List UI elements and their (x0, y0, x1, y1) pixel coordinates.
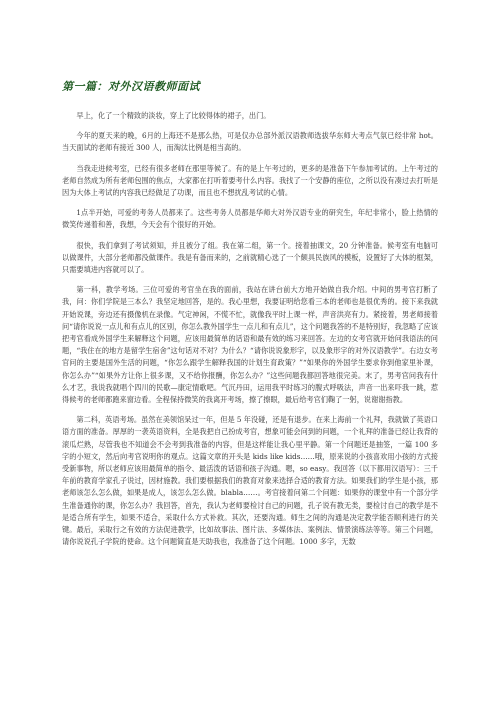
document-title: 第一篇：对外汉语教师面试 (62, 80, 200, 93)
paragraph-6: 第一科，教学考场。三位可爱的考官坐在我的面前，我站在讲台前大方地开始做自我介绍。中间的男考官打断了我，问：你们学院是三本么？我坚定地回答，是的。我心里想，我要证明给您看三本的老师也是很优秀的。接下来我就开始说课，旁边还有摄像机在录像。气定神闲，不慌不忙，就像我平时上课一样，声音洪亮有力。紧接着，男老师接着问“请你说说一点儿和有点儿的区别，你怎么教外国学生一点儿和有点儿”，这个问题我答的不是特别好，我忽略了应该把考官看成外国学生来解释这个问题，应该用最简单的话语和最有效的练习来回答。左边的女考官就开始问我语法的问题，“我住在的地方是留学生宿舍”这句话对不对？为什么？“请你说说象形字，以及象形字的对外汉语教学”。右边女考官问的主要是国外生活的问题，“你怎么跟学生解释我国的计划生育政策？”“如果你的外国学生要求你到他家里补课，你怎么办”“如果外方让你上很多课，又不给你报酬，你怎么办？”这些问题我都回答地很完美。末了，男考官问我有什么才艺，我说我就唱个四川的民歌—康定情歌吧。气沉丹田，运用我平时练习的腹式呼吸法，声音一出来吓我一跳，惹得候考的老师都跑来窗边看。全程保持微笑的我离开考场，擦了擦眼，最后给考官们鞠了一躬，说谢谢指教。 (62, 285, 438, 405)
document-body (62, 110, 438, 557)
paragraph-5: 很快，我们拿到了考试须知，并且被分了组。我在第二组，第一个。接着抽课文，20 分钟准备。候考室有电脑可以做课件，大部分老师都没做课件。我是有备而来的，之前就精心选了一个颇具民族风的模板，设置好了大体的框架，只需要填进内容就可以了。 (62, 240, 438, 275)
paragraph-7: 第二科，英语考场。虽然在美领馆呆过一年，但是 5 年没碰，还是有退步。在来上海前一个礼拜，我就做了英语口语方面的准备。厚厚的一袭英语资料，全是我把自己扮成考官，想象可能会问到的问题，一个礼拜的准备已经让我背的滚瓜烂熟，尽管我也不知道会不会考到我准备的内容，但是这样能让我心里平静。第一个问题还是抽签，一篇 100 多字的小短文，然后向考官说明你的观点。这篇文章的开头是 kids like kids……哦，原来说的小孩喜欢用小孩的方式接受新事物，所以老师应该用最简单的指令、最活泼的话语和孩子沟通。嗯，so easy。我回答（以下都用汉语写）：三千年前的教育学家孔子说过，因材施教。我们要根据我们的教育对象来选择合适的教育方法。如果我们的学生是小孩，那老师该怎么怎么做，如果是成人，该怎么怎么做。blabla……。考官接着问第二个问题：如果你的课堂中有一个部分学生准备通你的课，你怎么办？我回答，首先，我认为老师要检讨自己的问题，孔子说有教无类，要检讨自己的教学是不是适合所有学生，如果不适合，采取什么方式补救。其次，还要沟通。师生之间的沟通是决定教学能否顺利进行的关键。最后，采取行之有效的方法促进教学，比如故事法、图片法、多媒体法、案例法、情景演练法等等。第三个问题，请你说说孔子学院的使命。这个问题简直是天助我也，我准备了这个问题。1000 多字，无数 (62, 415, 438, 547)
paragraph-4: 1点半开始，可爱的考务人员都来了。这些考务人员都是华师大对外汉语专业的研究生，年纪非常小，脸上热情的微笑传递着和善，我想，今天会有个很好的开始。 (62, 208, 438, 230)
paragraph-1: 早上，化了一个精致的淡妆，穿上了比较得体的裙子，出门。 (76, 111, 271, 120)
paragraph-3: 当我走进候考室，已经有很多老师在那里等候了。有的是上午考过的，更多的是准备下午参加考试的。上午考过的老师自然成为所有老师包围的焦点，大家都在打听着要考什么内容。我找了一个安静的座位，之所以没有凑过去打听是因为大体上考试的内容我已经做足了功课，而且也不想扰乱考试的心情。 (62, 163, 438, 198)
paragraph-2: 今年的夏天来的晚，6月的上海还不是那么热，可是仅办总部外派汉语教师选拔华东师大考点气氛已经非常 hot。当天面试的老师有接近 300 人，而淘汰比例是相当高的。 (62, 131, 438, 153)
